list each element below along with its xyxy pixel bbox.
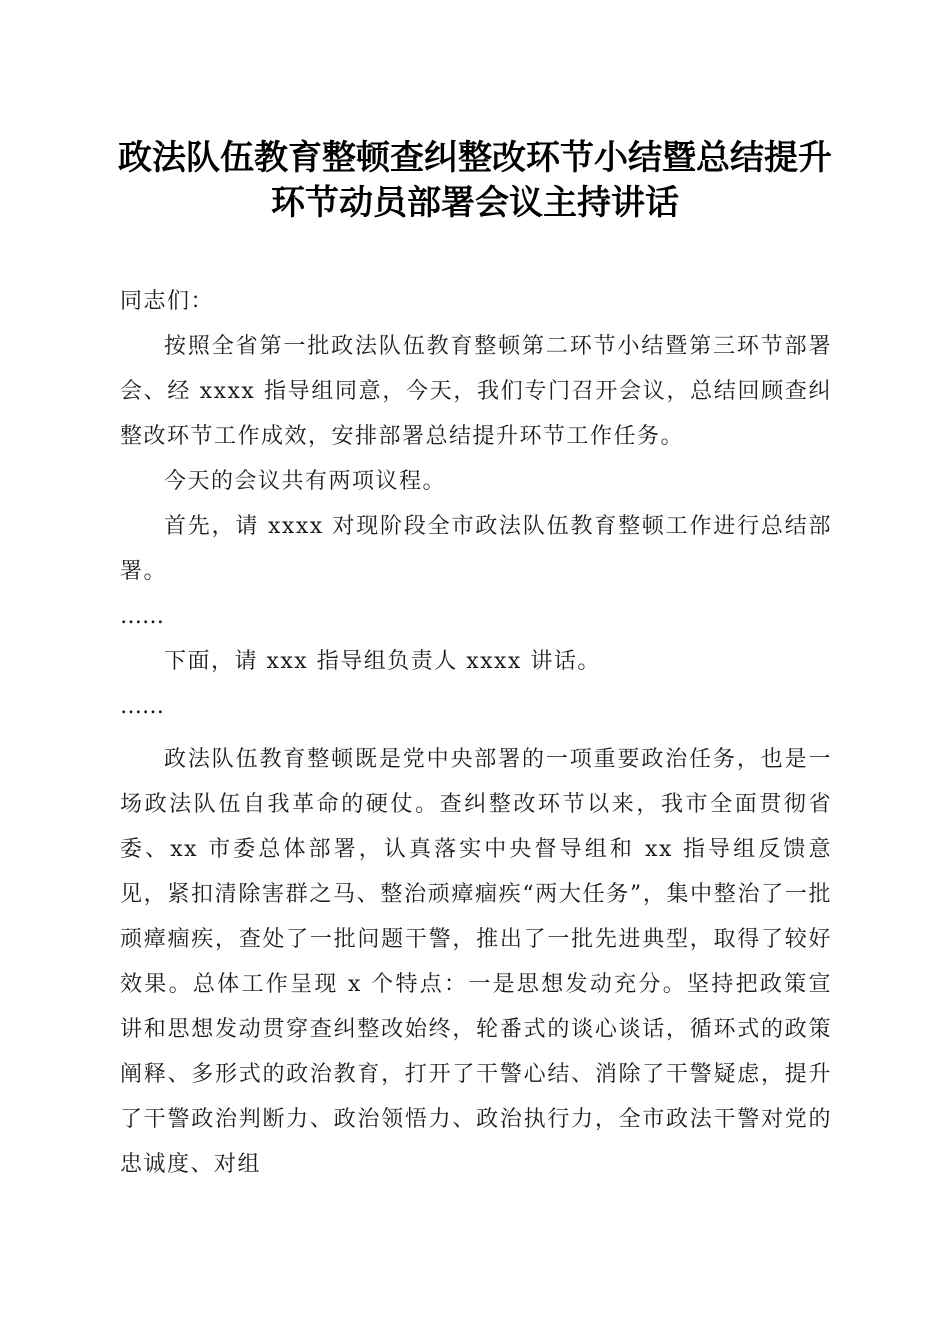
- paragraph: 下面，请 xxx 指导组负责人 xxxx 讲话。: [164, 649, 601, 674]
- paragraph: 按照全省第一批政法队伍教育整顿第二环节小结暨第三环节部署会、经 xxxx 指导组同意，今天，我们专门召开会议，总结回顾查纠整改环节工作成效，安排部署总结提升环节工作任务。: [120, 334, 832, 449]
- paragraph: 今天的会议共有两项议程。: [164, 469, 447, 494]
- ellipsis: ……: [120, 694, 164, 719]
- salutation: 同志们：: [120, 289, 215, 314]
- document-title: 政法队伍教育整顿查纠整改环节小结暨总结提升环节动员部署会议主持讲话: [118, 138, 832, 223]
- paragraph: 首先，请 xxxx 对现阶段全市政法队伍教育整顿工作进行总结部署。: [120, 514, 832, 584]
- document-body: [120, 279, 832, 1187]
- paragraph: 政法队伍教育整顿既是党中央部署的一项重要政治任务，也是一场政法队伍自我革命的硬仗。查纠整改环节以来，我市全面贯彻省委、xx 市委总体部署，认真落实中央督导组和 xx 指导组反馈意见，紧扣清除害群之马、整治顽瘴痼疾“两大任务”，集中整治了一批顽瘴痼疾，查处了一批问题干警，推出了一批先进典型，取得了较好效果。总体工作呈现 x 个特点：一是思想发动充分。坚持把政策宣讲和思想发动贯穿查纠整改始终，轮番式的谈心谈话，循环式的政策阐释、多形式的政治教育，打开了干警心结、消除了干警疑虑，提升了干警政治判断力、政治领悟力、政治执行力，全市政法干警对党的忠诚度、对组: [120, 747, 832, 1177]
- ellipsis: ……: [120, 604, 164, 629]
